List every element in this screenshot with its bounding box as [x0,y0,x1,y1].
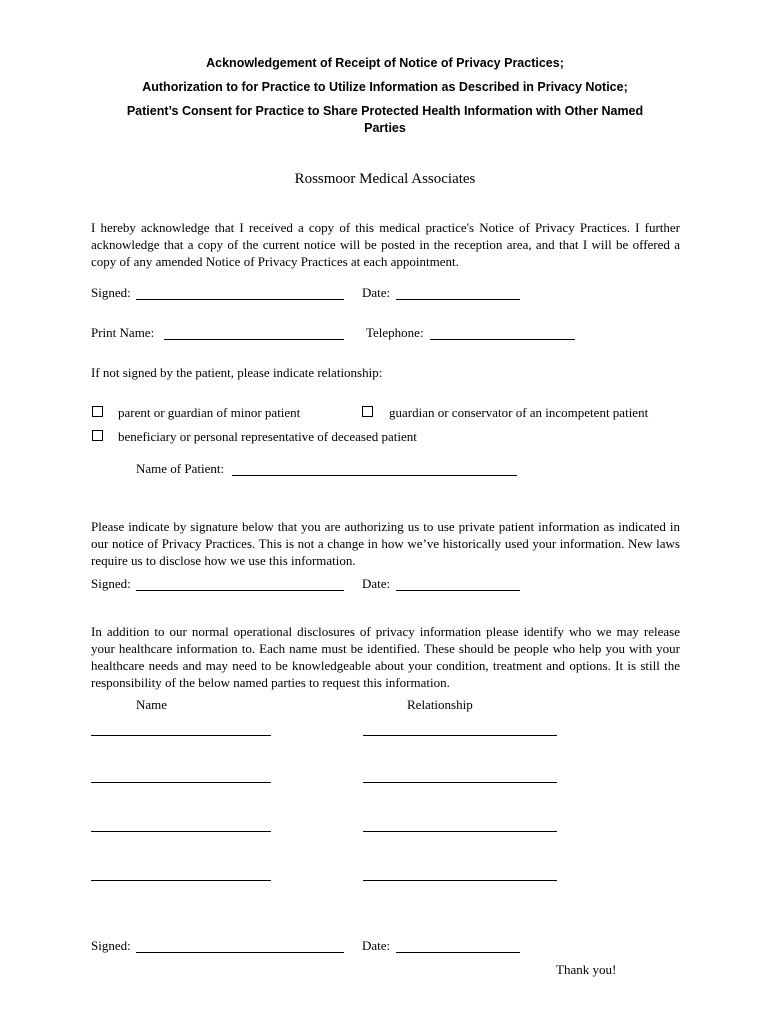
name-of-patient-label: Name of Patient: [136,461,225,476]
telephone-label: Telephone: [366,325,424,340]
date-field[interactable] [396,299,520,300]
authorization-paragraph: Please indicate by signature below that you are authorizing us to use private patient information as indicated in our notice of Privacy Practices. This is not a change in how we’ve historically used your information. New laws require us to disclose how we use this information. [91,519,680,568]
form-title-line-1: Acknowledgement of Receipt of Notice of Privacy Practices; [206,56,564,70]
column-header-name: Name [136,697,168,712]
print-name-label: Print Name: [91,325,155,340]
signed-label: Signed: [91,285,131,300]
named-party-relationship-field[interactable] [363,831,557,832]
option-parent-guardian: parent or guardian of minor patient [118,405,301,420]
checkbox-parent-guardian[interactable] [92,406,103,417]
signature-field[interactable] [136,299,344,300]
date-field[interactable] [396,590,520,591]
signed-label: Signed: [91,576,131,591]
thank-you-note: Thank you! [556,962,617,977]
signature-field[interactable] [136,590,344,591]
date-label: Date: [362,576,391,591]
named-party-relationship-field[interactable] [363,782,557,783]
acknowledgement-paragraph: I hereby acknowledge that I received a copy of this medical practice's Notice of Privacy Practices. I further acknowledge that a copy of the current notice will be posted in the reception area, and that I will be offered a copy of any amended Notice of Privacy Practices at each appointment. [91,220,680,269]
named-party-relationship-field[interactable] [363,735,557,736]
form-title-line-4: Parties [364,121,406,135]
option-guardian-conservator: guardian or conservator of an incompetent patient [389,405,649,420]
share-paragraph: In addition to our normal operational disclosures of privacy information please identify who we may release your healthcare information to. Each name must be identified. These should be people who help you with your healthcare needs and may need to be knowledgeable about your condition, treatment and options. It is still the responsibility of the below named parties to request this information. [91,624,680,690]
practice-name: Rossmoor Medical Associates [294,171,476,187]
print-name-field[interactable] [164,339,344,340]
named-party-name-field[interactable] [91,782,271,783]
named-party-name-field[interactable] [91,831,271,832]
named-party-relationship-field[interactable] [363,880,557,881]
signature-field[interactable] [136,952,344,953]
checkbox-guardian-conservator[interactable] [362,406,373,417]
relationship-prompt: If not signed by the patient, please indicate relationship: [91,365,383,380]
option-beneficiary: beneficiary or personal representative of deceased patient [118,429,417,444]
checkbox-beneficiary[interactable] [92,430,103,441]
date-field[interactable] [396,952,520,953]
signed-label: Signed: [91,938,131,953]
named-party-name-field[interactable] [91,735,271,736]
name-of-patient-field[interactable] [232,475,517,476]
date-label: Date: [362,285,391,300]
date-label: Date: [362,938,391,953]
form-title-line-2: Authorization to for Practice to Utilize Information as Described in Privacy Notice; [142,80,628,94]
column-header-relationship: Relationship [407,697,473,712]
telephone-field[interactable] [430,339,575,340]
form-title-line-3: Patient’s Consent for Practice to Share Protected Health Information with Other Named [126,104,644,118]
named-party-name-field[interactable] [91,880,271,881]
